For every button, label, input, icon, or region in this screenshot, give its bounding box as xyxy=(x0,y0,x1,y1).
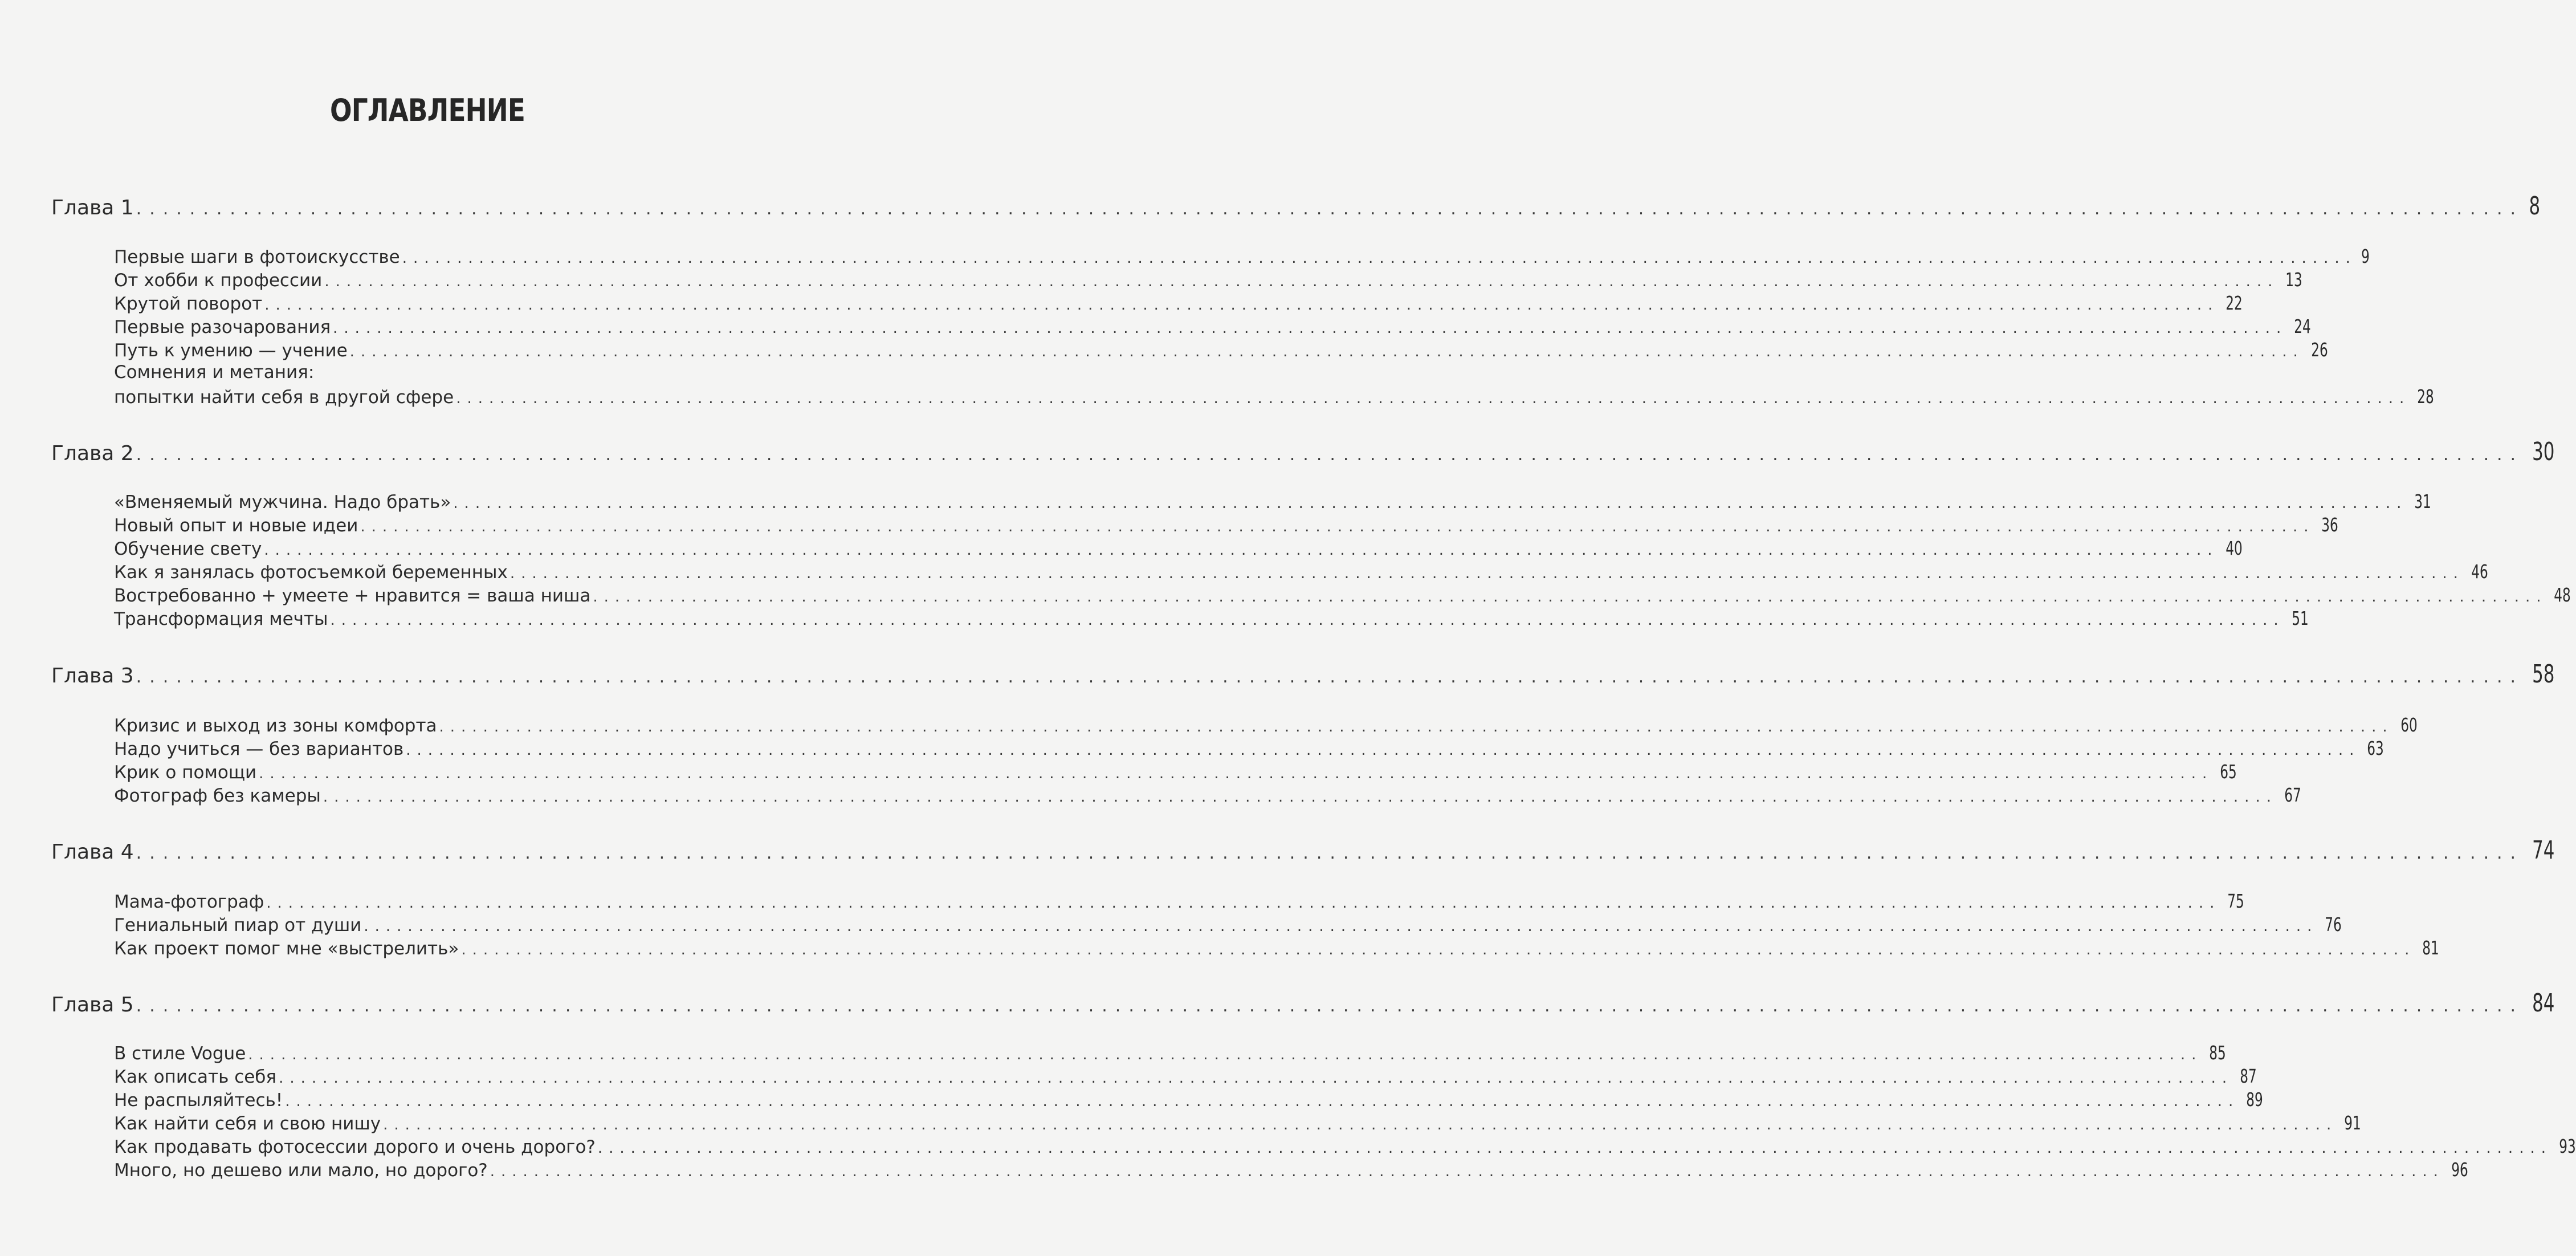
entry-title: Кризис и выход из зоны комфорта xyxy=(114,716,437,736)
toc-entry[interactable] xyxy=(114,269,2303,291)
dot-leader: .................................................................................................................................................................................. xyxy=(136,843,2524,863)
toc-entry[interactable] xyxy=(114,385,2435,408)
dot-leader: .................................................................................................................................................................................. xyxy=(439,718,2394,735)
entry-title: Первые шаги в фотоискусстве xyxy=(114,247,400,267)
chapter-page: 58 xyxy=(2532,660,2555,689)
dot-leader: .................................................................................................................................................................................. xyxy=(333,320,2288,337)
dot-leader: .................................................................................................................................................................................. xyxy=(136,199,2524,219)
toc-entry[interactable] xyxy=(114,1135,2576,1157)
toc-entry[interactable] xyxy=(114,1159,2468,1181)
entry-page: 60 xyxy=(2400,714,2418,736)
toc-entry[interactable] xyxy=(114,737,2385,759)
dot-leader: .................................................................................................................................................................................. xyxy=(264,296,2219,314)
chapter-label: Глава 4 xyxy=(51,840,134,864)
entry-title: От хобби к профессии xyxy=(114,270,323,291)
dot-leader: .................................................................................................................................................................................. xyxy=(383,1116,2338,1133)
entry-title: Востребованно + умеете + нравится = ваша ниша xyxy=(114,586,591,606)
entry-title: Мама-фотограф xyxy=(114,892,264,912)
dot-leader: .................................................................................................................................................................................. xyxy=(593,588,2548,605)
entry-title-line1: Сомнения и метания: xyxy=(114,362,315,383)
dot-leader: .................................................................................................................................................................................. xyxy=(323,788,2277,806)
chapter-label: Глава 1 xyxy=(51,196,134,220)
toc-entry[interactable] xyxy=(114,292,2243,314)
entry-title: Трансформация мечты xyxy=(114,609,328,629)
chapter-label: Глава 2 xyxy=(51,442,134,465)
entry-page: 28 xyxy=(2417,385,2435,408)
entry-page: 48 xyxy=(2554,584,2571,606)
toc-entry[interactable] xyxy=(114,913,2342,936)
toc-entry[interactable] xyxy=(114,1065,2257,1087)
dot-leader: .................................................................................................................................................................................. xyxy=(330,612,2285,629)
toc-entry[interactable] xyxy=(114,560,2488,583)
page-title: ОГЛАВЛЕНИЕ xyxy=(329,92,525,128)
entry-title: Много, но дешево или мало, но дорого? xyxy=(114,1160,488,1181)
entry-title: Как продавать фотосессии дорого и очень дорого? xyxy=(114,1137,596,1157)
toc-entry[interactable] xyxy=(114,537,2243,559)
entry-title: «Вменяемый мужчина. Надо брать» xyxy=(114,492,451,513)
toc-entry[interactable] xyxy=(114,784,2301,806)
toc-entry[interactable] xyxy=(114,937,2440,959)
toc-entry[interactable] xyxy=(114,315,2312,338)
entry-page: 81 xyxy=(2422,937,2440,959)
entry-page: 36 xyxy=(2321,514,2339,536)
toc-entry[interactable] xyxy=(114,607,2309,629)
toc-entry[interactable] xyxy=(114,1088,2264,1111)
dot-leader: .................................................................................................................................................................................. xyxy=(456,390,2411,407)
entry-page: 96 xyxy=(2451,1159,2468,1181)
dot-leader: .................................................................................................................................................................................. xyxy=(136,996,2524,1016)
entry-page: 76 xyxy=(2325,913,2342,936)
entry-page: 67 xyxy=(2284,784,2301,806)
entry-title: попытки найти себя в другой сфере xyxy=(114,387,454,408)
chapter-page: 84 xyxy=(2532,989,2555,1018)
toc-entry[interactable] xyxy=(114,584,2571,606)
toc-chapter-1[interactable] xyxy=(51,192,2541,221)
entry-page: 40 xyxy=(2225,537,2243,559)
entry-title: Не распыляйтесь! xyxy=(114,1090,283,1111)
toc-chapter-5[interactable] xyxy=(51,989,2555,1018)
toc-entry[interactable] xyxy=(114,761,2237,783)
toc-entry[interactable] xyxy=(114,514,2339,536)
toc-entry[interactable] xyxy=(114,890,2245,912)
entry-page: 13 xyxy=(2285,269,2303,291)
entry-page: 89 xyxy=(2246,1088,2264,1111)
dot-leader: .................................................................................................................................................................................. xyxy=(285,1093,2240,1110)
entry-title: Как проект помог мне «выстрелить» xyxy=(114,938,459,959)
entry-title: Обучение свету xyxy=(114,539,262,559)
dot-leader: .................................................................................................................................................................................. xyxy=(349,343,2304,360)
entry-title: Крик о помощи xyxy=(114,762,257,783)
dot-leader: .................................................................................................................................................................................. xyxy=(490,1163,2444,1180)
dot-leader: .................................................................................................................................................................................. xyxy=(324,273,2279,290)
entry-page: 63 xyxy=(2367,737,2385,759)
entry-title: Как описать себя xyxy=(114,1067,277,1087)
entry-page: 31 xyxy=(2414,490,2432,513)
chapter-label: Глава 5 xyxy=(51,993,134,1017)
dot-leader: .................................................................................................................................................................................. xyxy=(364,918,2318,935)
dot-leader: .................................................................................................................................................................................. xyxy=(360,518,2315,535)
entry-page: 65 xyxy=(2220,761,2237,783)
entry-page: 24 xyxy=(2294,315,2312,338)
chapter-page: 8 xyxy=(2529,192,2541,221)
dot-leader: .................................................................................................................................................................................. xyxy=(266,895,2221,912)
dot-leader: .................................................................................................................................................................................. xyxy=(461,941,2416,958)
entry-page: 46 xyxy=(2471,560,2488,583)
entry-page: 91 xyxy=(2344,1112,2362,1134)
dot-leader: .................................................................................................................................................................................. xyxy=(453,495,2408,512)
entry-page: 87 xyxy=(2240,1065,2257,1087)
dot-leader: .................................................................................................................................................................................. xyxy=(259,765,2214,782)
entry-title: Путь к умению — учение xyxy=(114,340,348,361)
chapter-page: 74 xyxy=(2532,836,2555,865)
chapter-page: 30 xyxy=(2532,437,2555,466)
toc-entry[interactable] xyxy=(114,714,2418,736)
entry-title: Новый опыт и новые идеи xyxy=(114,515,358,536)
entry-title: Фотограф без камеры xyxy=(114,786,321,806)
entry-page: 9 xyxy=(2361,245,2370,267)
toc-entry[interactable] xyxy=(114,339,2328,361)
dot-leader: .................................................................................................................................................................................. xyxy=(279,1070,2233,1087)
toc-entry[interactable] xyxy=(114,245,2370,267)
toc-chapter-2[interactable] xyxy=(51,437,2555,466)
toc-chapter-4[interactable] xyxy=(51,836,2555,865)
toc-entry[interactable] xyxy=(114,1042,2227,1064)
dot-leader: .................................................................................................................................................................................. xyxy=(510,565,2464,582)
entry-title: В стиле Vogue xyxy=(114,1043,246,1064)
entry-title: Крутой поворот xyxy=(114,294,263,314)
entry-page: 85 xyxy=(2209,1042,2227,1064)
dot-leader: .................................................................................................................................................................................. xyxy=(136,667,2524,687)
chapter-label: Глава 3 xyxy=(51,664,134,688)
toc-entry[interactable] xyxy=(114,490,2432,513)
entry-page: 22 xyxy=(2226,292,2243,314)
entry-page: 75 xyxy=(2227,890,2245,912)
toc-chapter-3[interactable] xyxy=(51,660,2555,689)
entry-title: Первые разочарования xyxy=(114,317,331,338)
dot-leader: .................................................................................................................................................................................. xyxy=(402,250,2357,267)
entry-page: 51 xyxy=(2291,607,2309,629)
dot-leader: .................................................................................................................................................................................. xyxy=(597,1140,2552,1157)
dot-leader: .................................................................................................................................................................................. xyxy=(136,445,2524,465)
entry-page: 93 xyxy=(2559,1135,2576,1157)
entry-title: Гениальный пиар от души xyxy=(114,915,362,936)
entry-title: Надо учиться — без вариантов xyxy=(114,739,404,759)
toc-entry[interactable] xyxy=(114,1112,2362,1134)
entry-title: Как найти себя и свою нишу xyxy=(114,1113,381,1134)
entry-title: Как я занялась фотосъемкой беременных xyxy=(114,562,508,583)
dot-leader: .................................................................................................................................................................................. xyxy=(248,1046,2203,1063)
entry-page: 26 xyxy=(2311,339,2328,361)
dot-leader: .................................................................................................................................................................................. xyxy=(406,742,2361,759)
dot-leader: .................................................................................................................................................................................. xyxy=(264,542,2219,559)
